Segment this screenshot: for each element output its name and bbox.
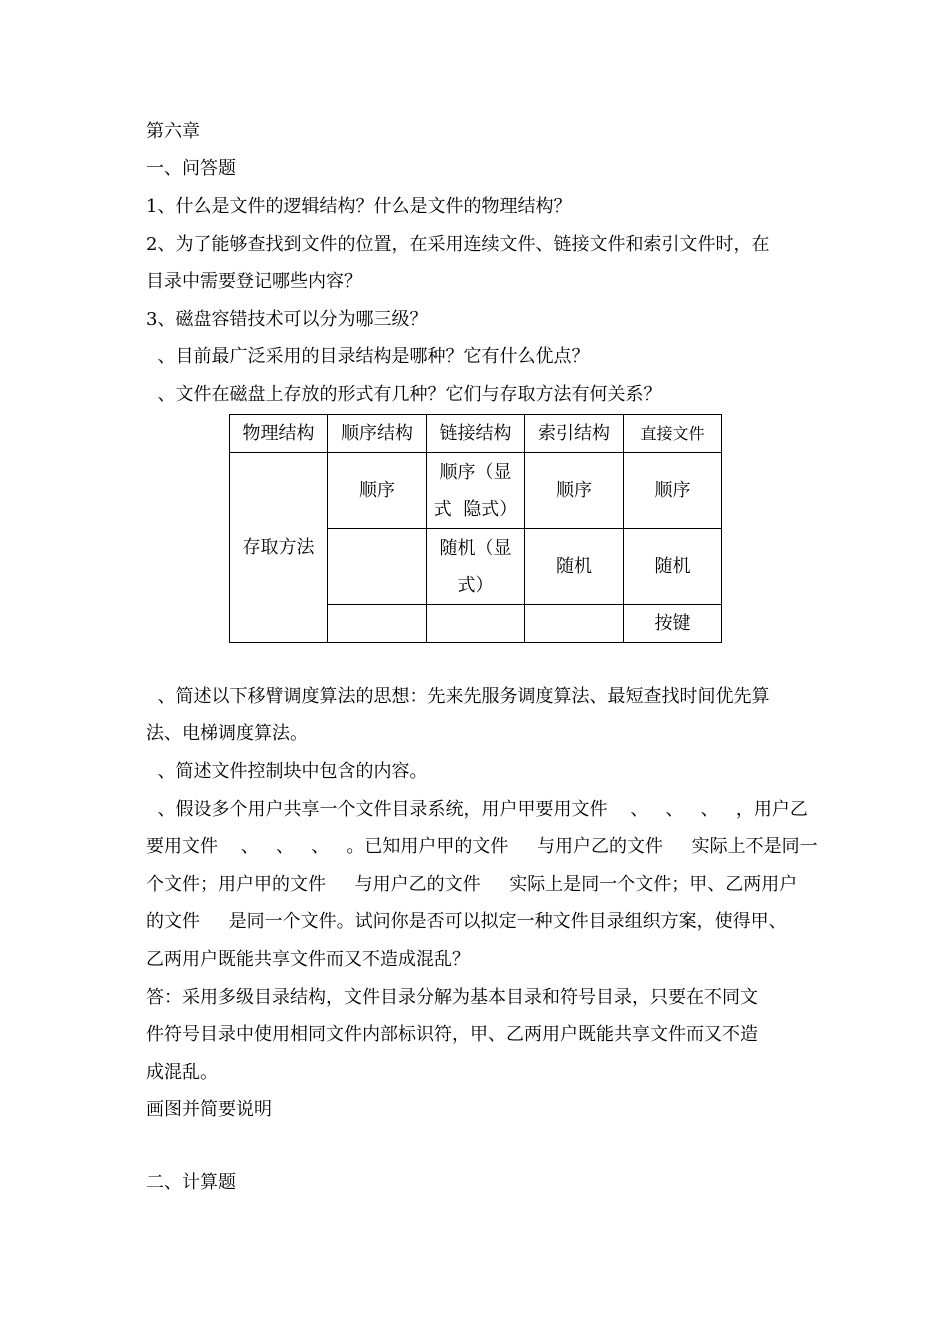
table-cell: 按键	[624, 605, 722, 643]
chapter-title: 第六章	[146, 121, 200, 142]
question-8-line3: 个文件；用户甲的文件 与用户乙的文件 实际上是同一个文件；甲、乙两用户	[146, 874, 798, 895]
question-7: 、简述文件控制块中包含的内容。	[146, 761, 428, 782]
header-linked-structure: 链接结构	[427, 415, 525, 453]
question-8-line4: 的文件 是同一个文件。试问你是否可以拟定一种文件目录组织方案，使得甲、	[146, 911, 787, 932]
row-label-access-method: 存取方法	[230, 453, 328, 643]
section-title-calculation: 二、计算题	[146, 1172, 236, 1193]
answer-line2: 件符号目录中使用相同文件内部标识符，甲、乙两用户既能共享文件而又不造	[146, 1024, 758, 1045]
header-physical-structure: 物理结构	[230, 415, 328, 453]
cell-line: 随机（显	[439, 537, 512, 559]
question-2-line2: 目录中需要登记哪些内容？	[146, 271, 362, 292]
table-cell	[427, 529, 525, 605]
question-6-line1: 、简述以下移臂调度算法的思想：先来先服务调度算法、最短查找时间优先算	[146, 686, 770, 707]
table-cell	[328, 605, 427, 643]
table-cell	[328, 529, 427, 605]
header-indexed-structure: 索引结构	[525, 415, 624, 453]
question-5: 、文件在磁盘上存放的形式有几种？它们与存取方法有何关系？	[146, 384, 662, 405]
table-header-row	[230, 415, 722, 453]
table-cell: 随机	[525, 529, 624, 605]
storage-structure-table	[229, 414, 722, 643]
table-cell	[427, 605, 525, 643]
cell-line: 顺序（显	[439, 461, 512, 483]
question-6-line2: 法、电梯调度算法。	[146, 723, 308, 744]
cell-line: 式）	[457, 574, 494, 596]
question-8-line2: 要用文件 、 、 、 。已知用户甲的文件 与用户乙的文件 实际上不是同一	[146, 836, 818, 857]
table-cell: 随机	[624, 529, 722, 605]
question-3: 3、磁盘容错技术可以分为哪三级？	[146, 309, 428, 330]
cell-line: 式 隐式）	[433, 498, 518, 520]
question-8-line5: 乙两用户既能共享文件而又不造成混乱？	[146, 949, 470, 970]
answer-line1: 答：采用多级目录结构，文件目录分解为基本目录和符号目录，只要在不同文	[146, 987, 758, 1008]
table-row	[230, 453, 722, 529]
table-cell: 顺序	[624, 453, 722, 529]
header-direct-file: 直接文件	[624, 415, 722, 453]
question-1: 1、什么是文件的逻辑结构？什么是文件的物理结构？	[146, 196, 572, 217]
header-sequential-structure: 顺序结构	[328, 415, 427, 453]
table-cell: 顺序	[525, 453, 624, 529]
table-cell	[525, 605, 624, 643]
section-title-qa: 一、问答题	[146, 158, 236, 179]
answer-line4: 画图并简要说明	[146, 1099, 272, 1120]
question-8-line1: 、假设多个用户共享一个文件目录系统，用户甲要用文件 、 、 、 ，用户乙	[146, 799, 808, 820]
question-4: 、目前最广泛采用的目录结构是哪种？它有什么优点？	[146, 346, 590, 367]
question-2-line1: 2、为了能够查找到文件的位置，在采用连续文件、链接文件和索引文件时，在	[146, 234, 770, 255]
table-cell	[427, 453, 525, 529]
table-cell: 顺序	[328, 453, 427, 529]
answer-line3: 成混乱。	[146, 1062, 218, 1083]
